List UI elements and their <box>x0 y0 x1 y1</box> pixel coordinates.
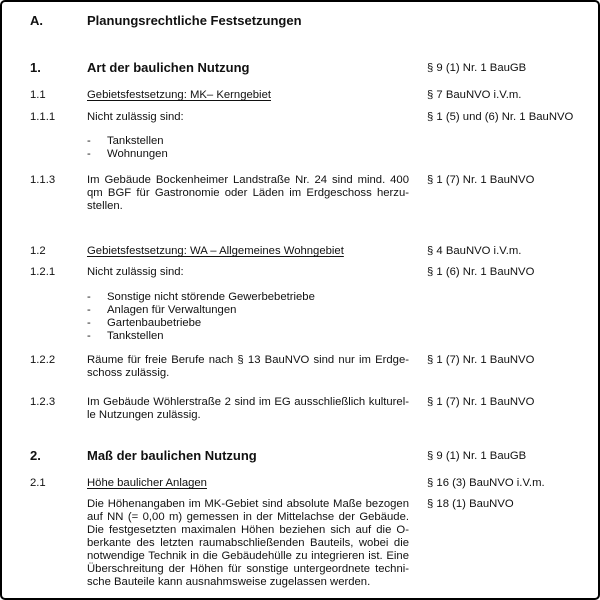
clause-row-2-1-body <box>30 498 590 589</box>
clause-number: 1.1.1 <box>30 111 56 123</box>
legal-ref: § 9 (1) Nr. 1 BauGB <box>427 62 527 74</box>
section-number: 1.2 <box>30 245 46 257</box>
clause-row-1-2-3 <box>30 396 590 422</box>
paragraph-line: Im Gebäude Wöhlerstraße 2 sind im EG ausschließlich kulturel- <box>87 396 409 408</box>
legal-ref: § 1 (6) Nr. 1 BauNVO <box>427 266 535 278</box>
bullet-list-row <box>30 291 590 343</box>
section-row-1 <box>30 60 590 76</box>
section-number: 1. <box>30 60 41 75</box>
section-title-underlined: Gebietsfestsetzung: MK– Kerngebiet <box>87 89 271 101</box>
paragraph-line: qm BGF für Gastronomie oder Läden im Erdgeschoss herzu- <box>87 187 409 199</box>
clause-row-1-2-2 <box>30 354 590 380</box>
paragraph-line: notwendige Technik in die Gebäudehülle zu integrieren ist. Eine <box>87 550 409 562</box>
clause-paragraph <box>87 498 409 589</box>
legal-ref: § 16 (3) BauNVO i.V.m. <box>427 477 545 489</box>
paragraph-line: schoss zulässig. <box>87 367 170 379</box>
clause-paragraph <box>87 354 409 380</box>
paragraph-line: sche Bauteile kann ausnahmsweise zugelassen werden. <box>87 576 371 588</box>
legal-ref: § 7 BauNVO i.V.m. <box>427 89 522 101</box>
section-title: Maß der baulichen Nutzung <box>87 448 257 463</box>
bullet-list-item: - Wohnungen <box>87 148 409 161</box>
legal-ref: § 1 (7) Nr. 1 BauNVO <box>427 396 535 408</box>
paragraph-line: Überschreitung der Höhen für sonstige untergeordnete techni- <box>87 563 409 575</box>
legal-ref: § 18 (1) BauNVO <box>427 498 514 510</box>
legal-ref: § 9 (1) Nr. 1 BauGB <box>427 450 527 462</box>
bullet-list-item: - Sonstige nicht störende Gewerbebetriebe <box>87 291 409 304</box>
paragraph-line: berkante des letzten raumabschließenden Bauteils, wobei die <box>87 537 409 549</box>
clause-number: 1.2.2 <box>30 354 56 366</box>
clause-paragraph <box>87 174 409 213</box>
legal-ref: § 1 (5) und (6) Nr. 1 BauNVO <box>427 111 574 123</box>
heading-number: A. <box>30 13 43 28</box>
section-title-underlined: Höhe baulicher Anlagen <box>87 477 207 489</box>
clause-row-1-1-3 <box>30 174 590 213</box>
bullet-list-item: - Gartenbaubetriebe <box>87 317 409 330</box>
section-row-1-2 <box>30 244 590 258</box>
bullet-list-row <box>30 135 590 161</box>
legal-ref: § 1 (7) Nr. 1 BauNVO <box>427 354 535 366</box>
document-title: Planungsrechtliche Festsetzungen <box>87 13 302 28</box>
clause-text: Nicht zulässig sind: <box>87 111 184 123</box>
section-title-underlined: Gebietsfestsetzung: WA – Allgemeines Wohngebiet <box>87 245 344 257</box>
section-row-2 <box>30 448 590 464</box>
legal-ref: § 1 (7) Nr. 1 BauNVO <box>427 174 535 186</box>
bullet-list-item: - Anlagen für Verwaltungen <box>87 304 409 317</box>
clause-row-1-1-1 <box>30 111 590 124</box>
paragraph-line: Im Gebäude Bockenheimer Landstraße Nr. 24 sind mind. 400 <box>87 174 409 186</box>
legal-ref: § 4 BauNVO i.V.m. <box>427 245 522 257</box>
clause-number: 1.2.1 <box>30 266 56 278</box>
paragraph-line: Die festgesetzten maximalen Höhen beziehen sich auf die O- <box>87 524 409 536</box>
bullet-list <box>87 135 409 161</box>
section-number: 2.1 <box>30 477 46 489</box>
clause-row-1-2-1 <box>30 266 590 279</box>
clause-text: Nicht zulässig sind: <box>87 266 184 278</box>
paragraph-line: Die Höhenangaben im MK-Gebiet sind absolute Maße bezogen <box>87 498 409 510</box>
clause-paragraph <box>87 396 409 422</box>
bullet-list-item: - Tankstellen <box>87 330 409 343</box>
section-title: Art der baulichen Nutzung <box>87 60 250 75</box>
paragraph-line: Räume für freie Berufe nach § 13 BauNVO sind nur im Erdge- <box>87 354 409 366</box>
paragraph-line: auf NN (= 0,00 m) gemessen in der Mittelachse der Gebäude. <box>87 511 409 523</box>
document-heading-row <box>30 13 590 29</box>
bullet-list-item: - Tankstellen <box>87 135 409 148</box>
section-number: 1.1 <box>30 89 46 101</box>
clause-number: 1.2.3 <box>30 396 56 408</box>
section-number: 2. <box>30 448 41 463</box>
section-row-1-1 <box>30 88 590 102</box>
paragraph-line: stellen. <box>87 200 123 212</box>
section-row-2-1 <box>30 476 590 490</box>
paragraph-line: le Nutzungen zulässig. <box>87 409 201 421</box>
clause-number: 1.1.3 <box>30 174 56 186</box>
bullet-list <box>87 291 409 343</box>
